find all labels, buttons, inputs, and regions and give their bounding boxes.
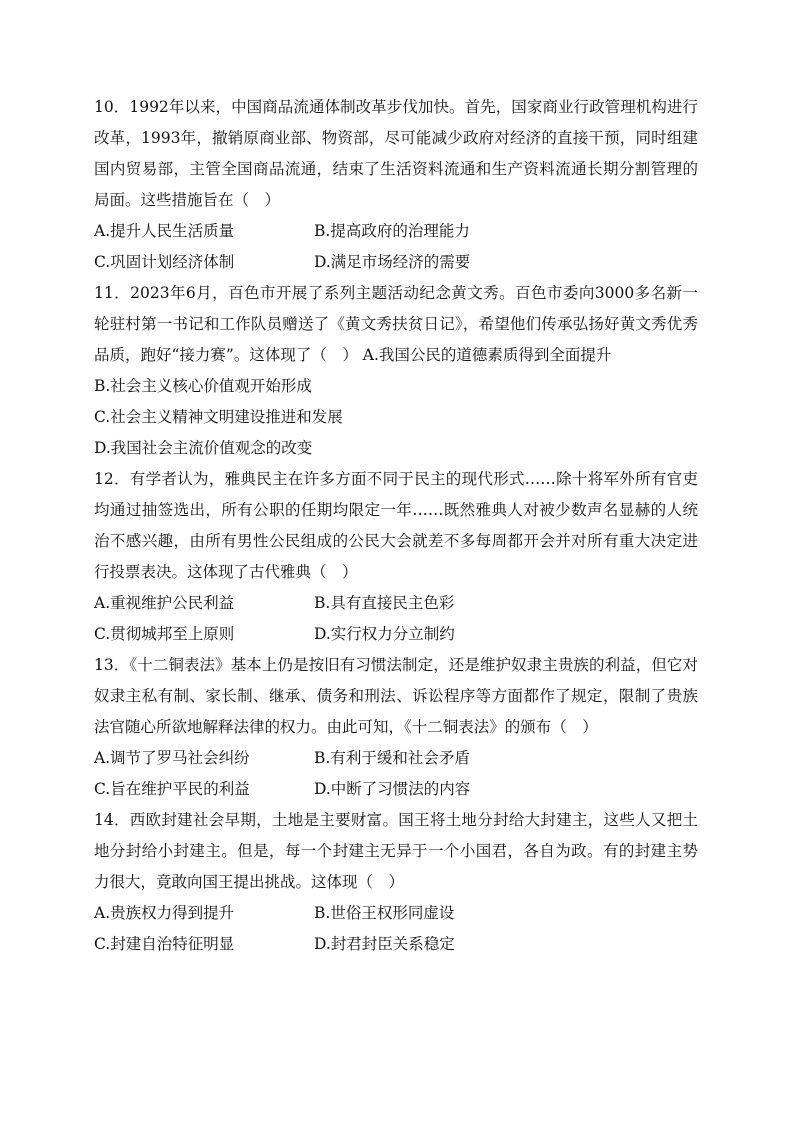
option-b[interactable]: B.具有直接民主色彩 — [314, 594, 455, 612]
question-stem: 12．有学者认为，雅典民主在许多方面不同于民主的现代形式……除十将军外所有官吏均通过抽签选出，所有公职的任期均限定一年……既然雅典人对被少数声名显赫的人统治不感兴趣，由所有男性公民组成的公民大会就差不多每周都开会并对所有重大决定进行投票表决。这体现了古代雅典（ ） — [94, 470, 698, 581]
option-a[interactable]: A.贵族权力得到提升 — [94, 904, 235, 922]
option-c[interactable]: C.巩固计划经济体制 — [94, 253, 235, 271]
question-10 — [94, 92, 698, 278]
option-a[interactable]: A.重视维护公民利益 — [94, 594, 235, 612]
question-13 — [94, 650, 698, 805]
question-14 — [94, 805, 698, 960]
question-page — [94, 92, 698, 960]
question-stem: 13．《十二铜表法》基本上仍是按旧有习惯法制定，还是维护奴隶主贵族的利益，但它对奴隶主私有制、家长制、继承、债务和刑法、诉讼程序等方面都作了规定，限制了贵族法官随心所欲地解释法律的权力。由此可知，《十二铜表法》的颁布（ ） — [94, 656, 698, 736]
option-a[interactable]: A.调节了罗马社会纠纷 — [94, 749, 250, 767]
option-row — [94, 898, 698, 929]
question-12 — [94, 464, 698, 650]
option-row — [94, 216, 698, 247]
option-c[interactable]: C.贯彻城邦至上原则 — [94, 625, 235, 643]
option-row — [94, 743, 698, 774]
option-row — [94, 774, 698, 805]
option-row — [94, 588, 698, 619]
option-c[interactable]: C.旨在维护平民的利益 — [94, 780, 250, 798]
option-d[interactable]: D.中断了习惯法的内容 — [314, 780, 471, 798]
option-d[interactable]: D.实行权力分立制约 — [314, 625, 455, 643]
question-stem: 14．西欧封建社会早期，土地是主要财富。国王将土地分封给大封建主，这些人又把土地分封给小封建主。但是，每一个封建主无异于一个小国君，各自为政。有的封建主势力很大，竟敢向国王提出挑战。这体现（ ） — [94, 811, 698, 891]
option-b[interactable]: B.有利于缓和社会矛盾 — [314, 749, 470, 767]
option-d[interactable]: D.封君封臣关系稳定 — [314, 935, 455, 953]
option-a[interactable]: A.提升人民生活质量 — [94, 222, 235, 240]
option-b[interactable]: B.社会主义核心价值观开始形成 — [94, 377, 312, 395]
option-b[interactable]: B.世俗王权形同虚设 — [314, 904, 455, 922]
question-stem: 10．1992年以来，中国商品流通体制改革步伐加快。首先，国家商业行政管理机构进行改革，1993年，撤销原商业部、物资部，尽可能减少政府对经济的直接干预，同时组建国内贸易部，主管全国商品流通，结束了生活资料流通和生产资料流通长期分割管理的局面。这些措施旨在（ ） — [94, 98, 698, 209]
option-b[interactable]: B.提高政府的治理能力 — [314, 222, 470, 240]
question-11 — [94, 278, 698, 464]
option-c[interactable]: C.封建自治特征明显 — [94, 935, 235, 953]
option-row — [94, 619, 698, 650]
option-row — [94, 247, 698, 278]
option-d[interactable]: D.我国社会主流价值观念的改变 — [94, 439, 313, 457]
option-d[interactable]: D.满足市场经济的需要 — [314, 253, 471, 271]
option-row — [94, 929, 698, 960]
question-stem: 11．2023年6月，百色市开展了系列主题活动纪念黄文秀。百色市委向3000多名新一轮驻村第一书记和工作队员赠送了《黄文秀扶贫日记》，希望他们传承弘扬好黄文秀优秀品质，跑好“接力赛”。这体现了（ ） A.我国公民的道德素质得到全面提升 — [94, 284, 698, 364]
option-c[interactable]: C.社会主义精神文明建设推进和发展 — [94, 408, 343, 426]
